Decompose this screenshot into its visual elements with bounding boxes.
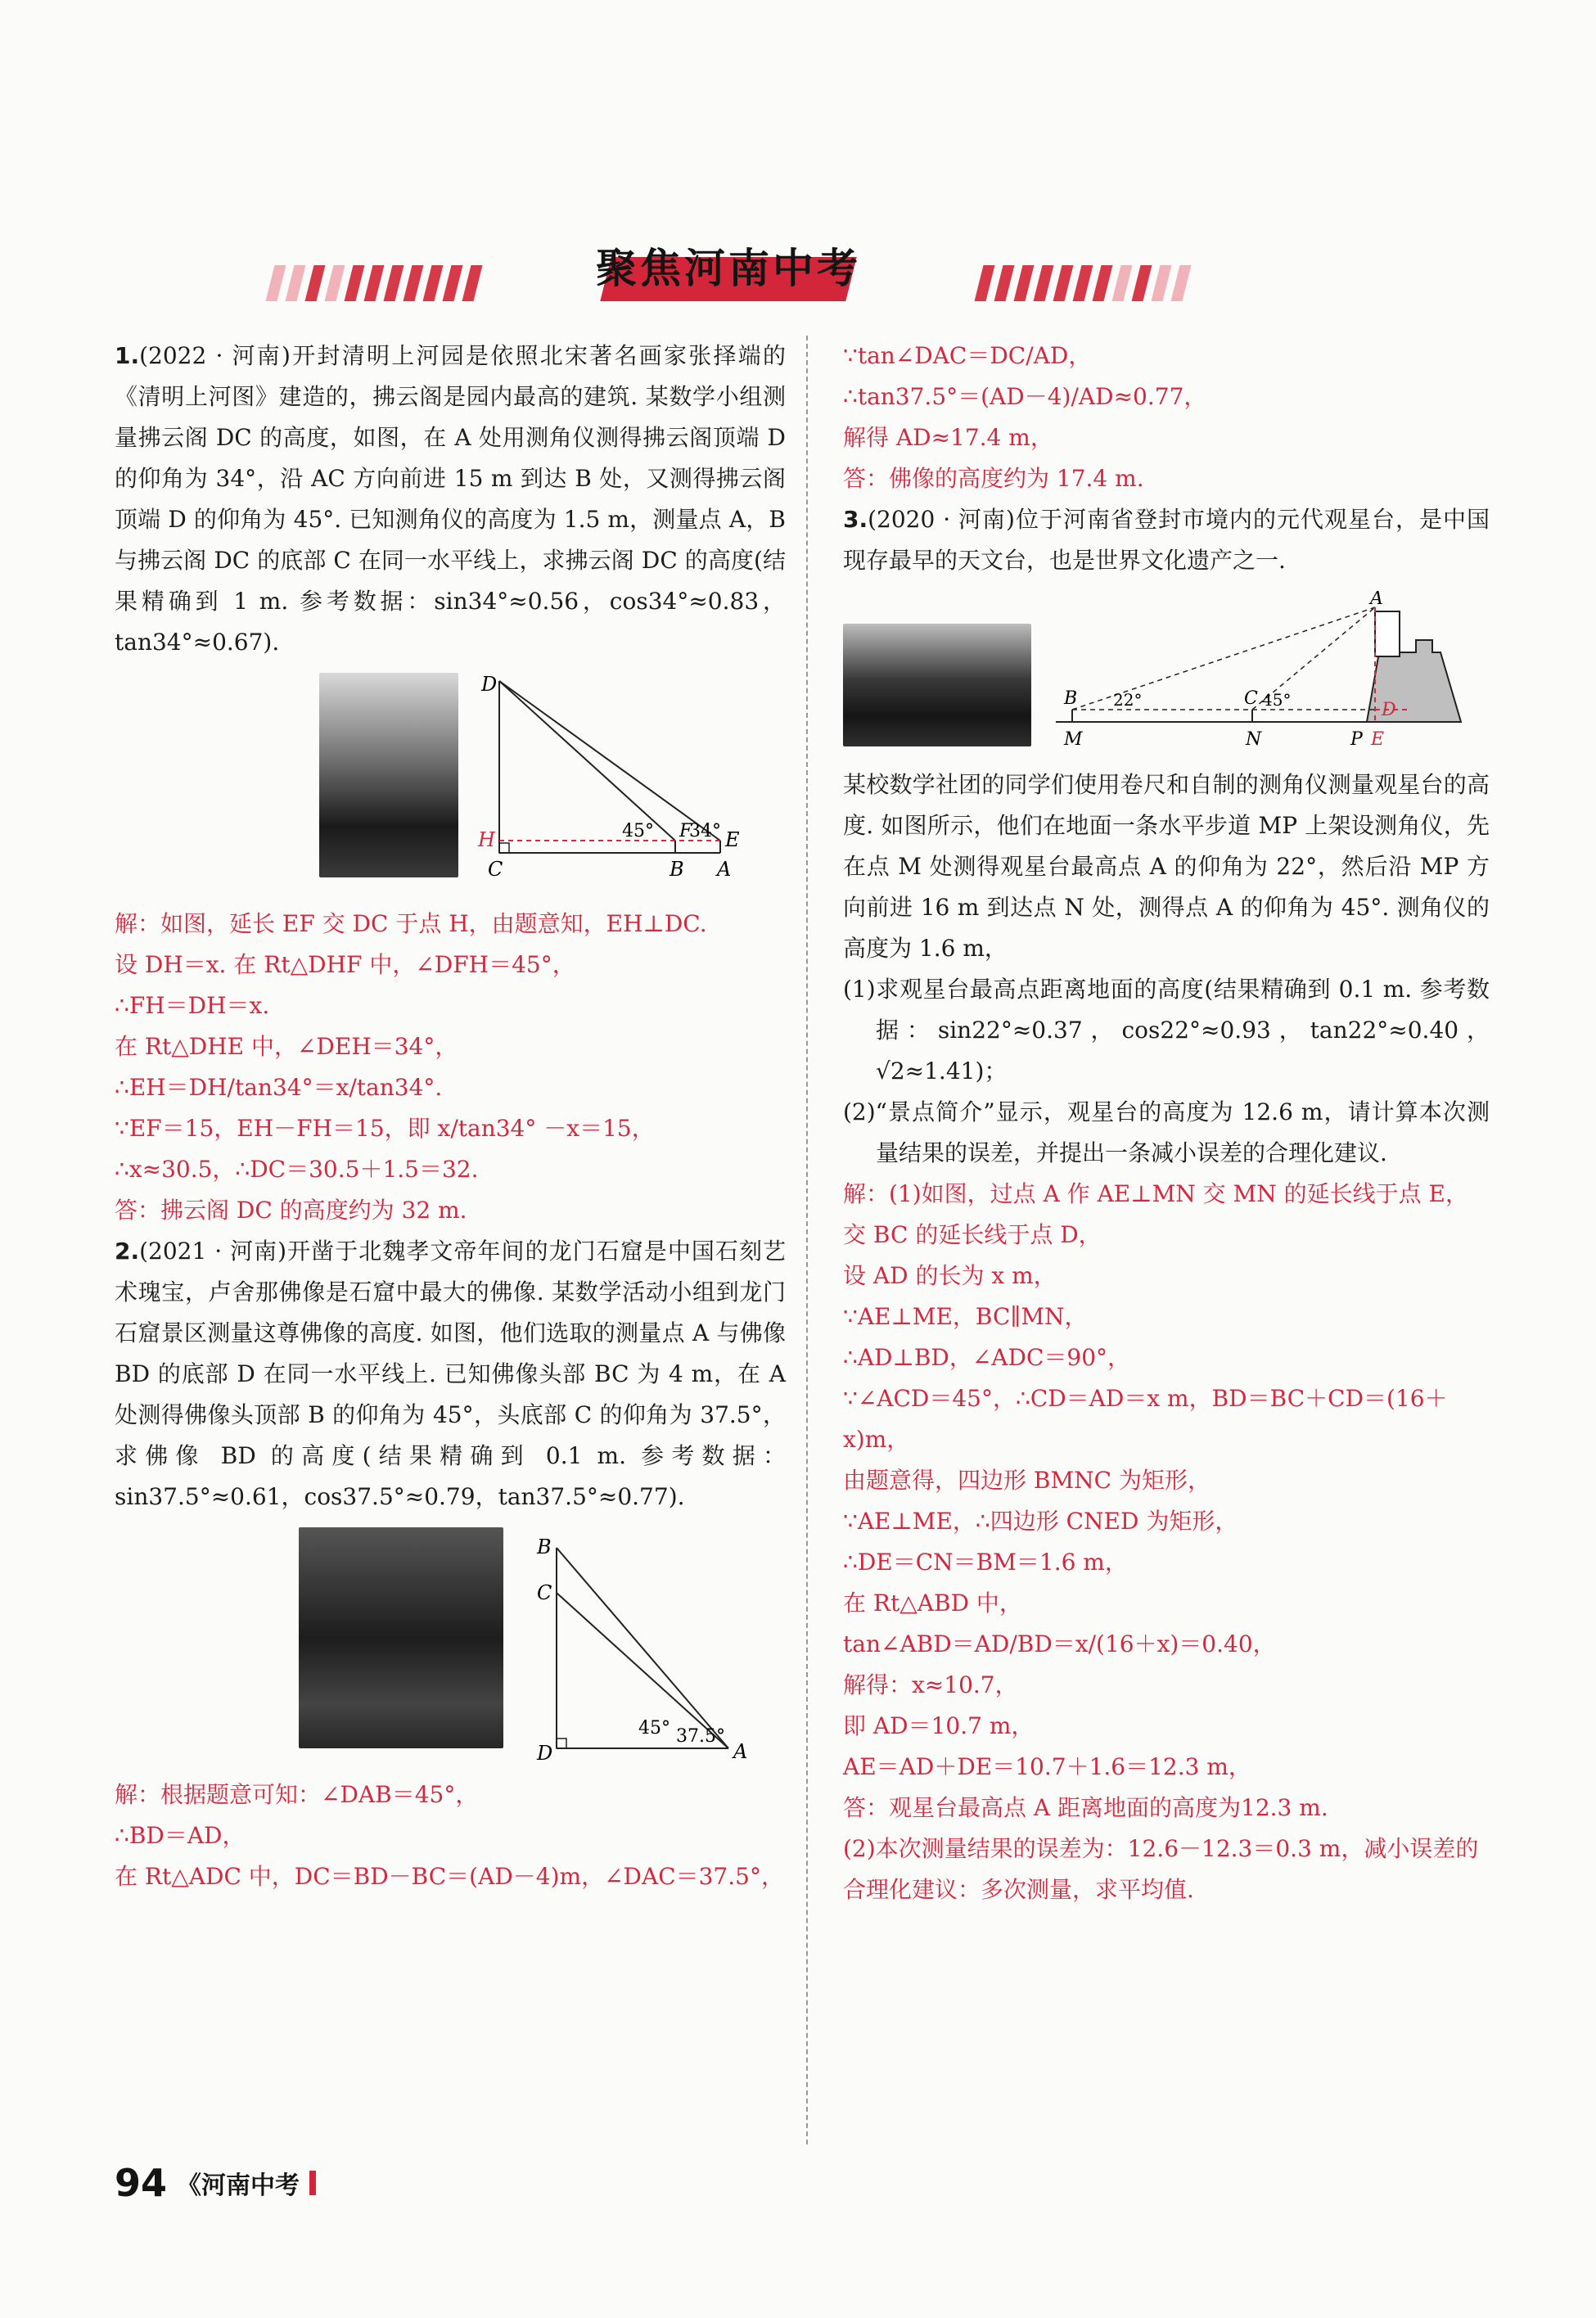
q3-label-M: M xyxy=(1064,729,1083,750)
q2-solution-line: 解得 AD≈17.4 m， xyxy=(843,424,1053,451)
footer-accent-bar xyxy=(309,2171,316,2195)
q3-solution-line: 解：(1)如图，过点 A 作 AE⊥MN 交 MN 的延长线于点 E，交 BC 的延长线于点 D， xyxy=(843,1180,1468,1248)
question-3-text: 某校数学社团的同学们使用卷尺和自制的测角仪测量观星台的高度. 如图所示，他们在地面一条水平步道 MP 上架设测角仪，先在点 M 处测得观星台最高点 A 的仰角为 22°，然后沿 MP 方向前进 16 m 到达点 N 处，测得点 A 的仰角为 45°. 测角仪的高度为 1.6 m， xyxy=(843,771,1490,962)
q2-angle-45: 45° xyxy=(638,1718,670,1738)
q1-solution-line: ∴FH＝DH＝x. xyxy=(115,992,270,1019)
q3-solution-line: tan∠ABD＝AD/BD＝x/(16＋x)＝0.40， xyxy=(843,1630,1276,1657)
q2-solution-line: ∴tan37.5°＝(AD－4)/AD≈0.77， xyxy=(843,383,1207,410)
question-2-diagram xyxy=(524,1527,769,1765)
q2-label-D: D xyxy=(537,1742,553,1765)
q3-label-B: B xyxy=(1064,688,1078,709)
section-banner xyxy=(270,236,1187,301)
q2-angle-375: 37.5° xyxy=(676,1726,725,1747)
question-3-part-2: (2)“景点简介”显示，观星台的高度为 12.6 m，请计算本次测量结果的误差，并提出一条减小误差的合理化建议. xyxy=(843,1098,1490,1166)
q3-solution-line: ∴DE＝CN＝BM＝1.6 m， xyxy=(843,1549,1128,1576)
column-divider xyxy=(806,336,808,2144)
question-1-diagram xyxy=(475,673,769,894)
q3-solution-line: 即 AD＝10.7 m， xyxy=(843,1712,1035,1739)
pavilion-photo xyxy=(319,673,458,877)
q3-solution-line: 由题意得，四边形 BMNC 为矩形， xyxy=(843,1467,1211,1494)
buddha-photo xyxy=(299,1527,503,1748)
question-3-number: 3. xyxy=(843,506,868,533)
q1-angle-34: 34° xyxy=(689,821,721,841)
q1-label-E: E xyxy=(725,828,740,851)
question-2-figure xyxy=(115,1527,786,1765)
q2-solution-line: ∴BD＝AD， xyxy=(115,1822,246,1849)
q2-label-A: A xyxy=(733,1740,748,1763)
page-footer xyxy=(115,2161,316,2205)
question-1-text: (2022 · 河南)开封清明上河园是依照北宋著名画家张择端的《清明上河图》建造的，拂云阁是园内最高的建筑. 某数学小组测量拂云阁 DC 的高度，如图，在 A 处用测角仪测得拂云阁顶端 D 的仰角为 34°，沿 AC 方向前进 15 m 到达 B 处，又测得拂云阁顶端 D 的仰角为 45°. 已知测角仪的高度为 1.5 m，测量点 A，B 与拂云阁 DC 的底部 C 在同一水平线上，求拂云阁 DC 的高度(结果精确到 1 m. 参考数据：sin34°≈0.56，cos34°≈0.83，tan34°≈0.67). xyxy=(115,342,786,656)
question-3-intro-text: (2020 · 河南)位于河南省登封市境内的元代观星台，是中国现存最早的天文台，也是世界文化遗产之一. xyxy=(843,506,1490,574)
question-3-solution xyxy=(843,1174,1490,1910)
q3-angle-45: 45° xyxy=(1262,690,1292,710)
footer-label: 《河南中考 xyxy=(177,2171,300,2200)
q3-solution-line: ∴AD⊥BD，∠ADC＝90°， xyxy=(843,1344,1131,1371)
q3-solution-line: ∵∠ACD＝45°，∴CD＝AD＝x m，BD＝BC＋CD＝(16＋x)m， xyxy=(843,1385,1448,1453)
question-3-diagram xyxy=(1048,591,1490,755)
question-1 xyxy=(115,336,786,663)
q1-solution-line: 在 Rt△DHE 中，∠DEH＝34°， xyxy=(115,1033,458,1060)
q1-label-A: A xyxy=(717,858,732,881)
right-column xyxy=(843,336,1490,1910)
q1-label-C: C xyxy=(488,858,503,881)
question-1-figure xyxy=(115,673,786,894)
q3-label-D: D xyxy=(1382,700,1396,720)
banner-stripes-left xyxy=(270,265,478,301)
q1-solution-line: ∴x≈30.5，∴DC＝30.5＋1.5＝32. xyxy=(115,1156,479,1183)
question-3-intro xyxy=(843,499,1490,581)
q3-solution-line: ∵AE⊥ME，BC∥MN， xyxy=(843,1303,1088,1330)
observatory-photo xyxy=(843,624,1031,746)
q1-label-F: F xyxy=(679,821,692,841)
q3-solution-line: 在 Rt△ABD 中， xyxy=(843,1590,1022,1617)
q2-solution-line: 在 Rt△ADC 中，DC＝BD－BC＝(AD－4)m，∠DAC＝37.5°， xyxy=(115,1863,784,1890)
q3-label-P: P xyxy=(1350,729,1363,750)
question-2-solution xyxy=(115,1775,786,1897)
q3-label-E: E xyxy=(1371,729,1385,750)
q1-solution-line: 答：拂云阁 DC 的高度约为 32 m. xyxy=(115,1197,467,1224)
q3-solution-line: (2)本次测量结果的误差为：12.6－12.3＝0.3 m，减小误差的合理化建议：多次测量，求平均值. xyxy=(843,1835,1479,1903)
q2-solution-line: ∵tan∠DAC＝DC/AD， xyxy=(843,342,1092,369)
question-3-figure xyxy=(843,591,1490,755)
q1-solution-line: 设 DH＝x. 在 Rt△DHF 中，∠DFH＝45°， xyxy=(115,951,575,978)
q1-label-H: H xyxy=(478,828,495,851)
question-2 xyxy=(115,1231,786,1518)
question-1-number: 1. xyxy=(115,342,140,369)
q3-label-N: N xyxy=(1246,729,1262,750)
question-2-solution-continued xyxy=(843,336,1490,499)
banner-stripes-right xyxy=(979,265,1187,301)
q3-label-A: A xyxy=(1370,591,1383,609)
question-3-part-1: (1)求观星台最高点距离地面的高度(结果精确到 0.1 m. 参考数据：sin22°≈0.37，cos22°≈0.93，tan22°≈0.40，√2≈1.41)； xyxy=(843,976,1490,1085)
q3-solution-line: 答：观星台最高点 A 距离地面的高度为12.3 m. xyxy=(843,1794,1328,1821)
q3-angle-22: 22° xyxy=(1113,690,1143,710)
left-column xyxy=(115,336,786,1897)
question-2-number: 2. xyxy=(115,1238,140,1265)
q2-label-C: C xyxy=(537,1581,552,1604)
page-number: 94 xyxy=(115,2161,168,2205)
q3-solution-line: 设 AD 的长为 x m， xyxy=(843,1262,1057,1289)
q1-solution-line: 解：如图，延长 EF 交 DC 于点 H，由题意知，EH⊥DC. xyxy=(115,910,707,937)
banner-title: 聚焦河南中考 xyxy=(596,245,861,292)
q1-label-D: D xyxy=(481,673,498,696)
q1-angle-45: 45° xyxy=(622,821,654,841)
question-1-solution xyxy=(115,904,786,1231)
q2-solution-line: 解：根据题意可知：∠DAB＝45°， xyxy=(115,1781,479,1808)
q3-solution-line: 解得：x≈10.7， xyxy=(843,1671,1018,1698)
q3-solution-line: ∵AE⊥ME，∴四边形 CNED 为矩形， xyxy=(843,1508,1238,1535)
question-2-text: (2021 · 河南)开凿于北魏孝文帝年间的龙门石窟是中国石刻艺术瑰宝，卢舍那佛像是石窟中最大的佛像. 某数学活动小组到龙门石窟景区测量这尊佛像的高度. 如图，他们选取的测量点 A 与佛像 BD 的底部 D 在同一水平线上. 已知佛像头部 BC 为 4 m，在 A 处测得佛像头顶部 B 的仰角为 45°，头底部 C 的仰角为 37.5°，求佛像 BD 的高度(结果精确到 0.1 m. 参考数据：sin37.5°≈0.61，cos37.5°≈0.79，tan37.5°≈0.77). xyxy=(115,1238,786,1510)
q3-label-C: C xyxy=(1244,688,1258,709)
q1-label-B: B xyxy=(670,858,684,881)
q2-label-B: B xyxy=(537,1536,552,1558)
q3-solution-line: AE＝AD＋DE＝10.7＋1.6＝12.3 m， xyxy=(843,1753,1251,1780)
q1-solution-line: ∵EF＝15，EH－FH＝15，即 x/tan34° －x＝15， xyxy=(115,1115,655,1142)
q1-solution-line: ∴EH＝DH/tan34°＝x/tan34°. xyxy=(115,1074,443,1101)
q2-solution-line: 答：佛像的高度约为 17.4 m. xyxy=(843,465,1144,492)
